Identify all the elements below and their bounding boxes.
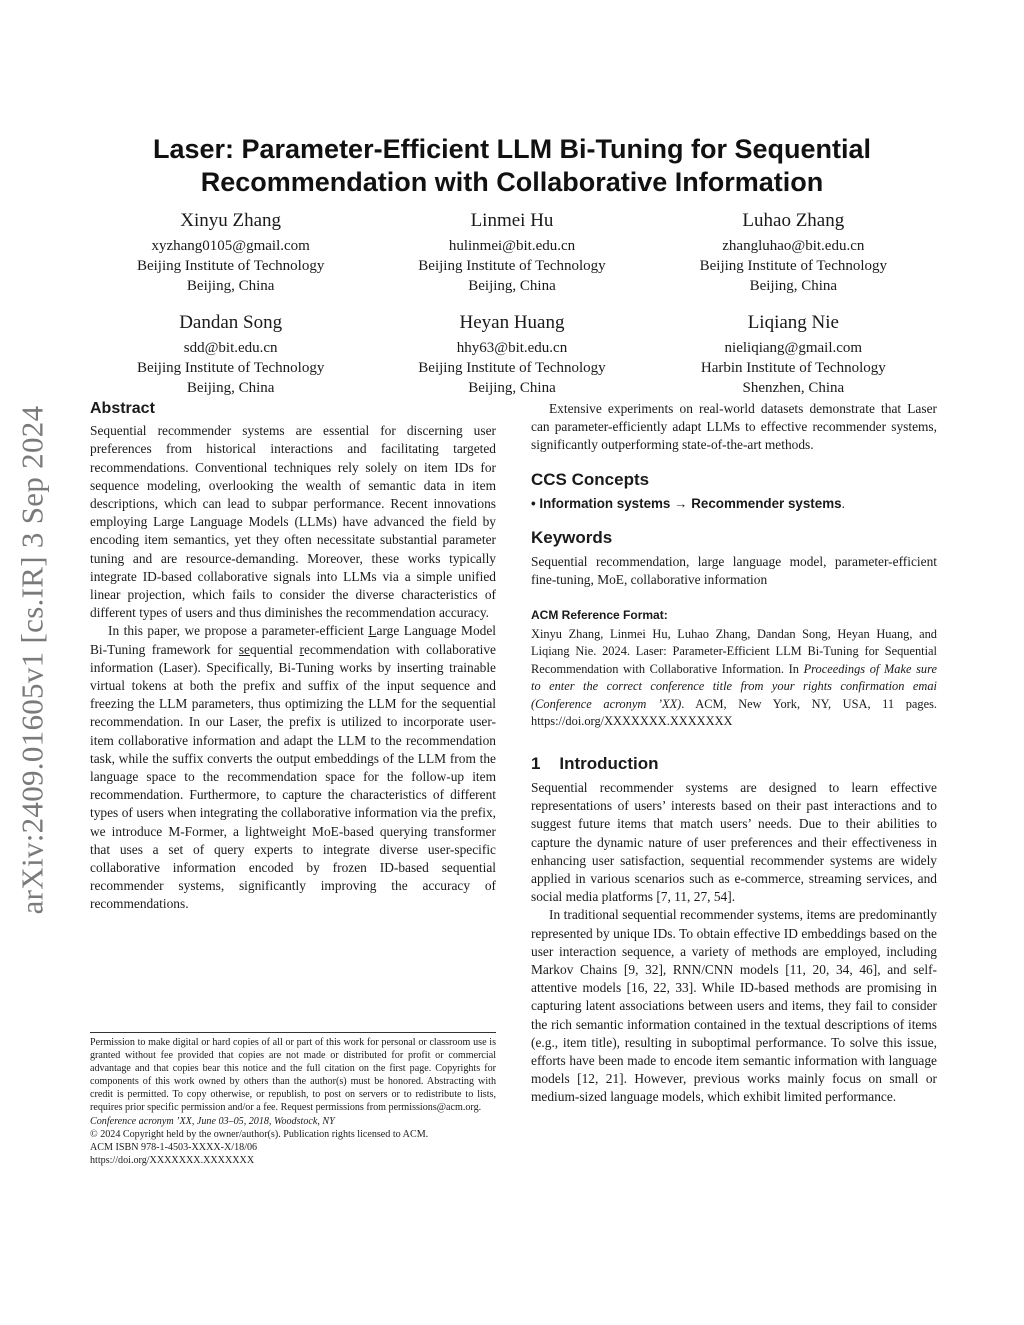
copyright-line: © 2024 Copyright held by the owner/author(s). Publication rights licensed to ACM. — [90, 1128, 429, 1140]
author-block — [90, 208, 934, 398]
author-email: hulinmei@bit.edu.cn — [448, 238, 576, 254]
acm-ref-text-a: Xinyu Zhang, Linmei Hu, Luhao Zhang, Dandan Song, Heyan Huang, and Liqiang Nie. 2024. Laser: Parameter-Efficient LLM Bi-Tuning for Sequential Recommendation with Collaborative Information. In — [531, 626, 937, 676]
introduction-heading: 1 Introduction — [531, 753, 659, 773]
author-name: Luhao Zhang — [742, 210, 845, 231]
author-location: Shenzhen, China — [742, 380, 845, 396]
ccs-concepts — [531, 495, 937, 513]
author-email: xyzhang0105@gmail.com — [151, 238, 310, 254]
abstract-heading: Abstract — [90, 400, 155, 417]
title-line-1: Laser: Parameter-Efficient LLM Bi-Tuning for Sequential — [152, 134, 872, 164]
left-column — [90, 400, 496, 914]
abstract-p2-text-a: In this paper, we propose a parameter-efficient — [108, 623, 369, 639]
title-line-2: Recommendation with Collaborative Information — [200, 167, 824, 197]
intro-paragraph-2: In traditional sequential recommender systems, items are predominantly represented by unique IDs. To obtain effective ID embeddings based on the user interaction sequence, a variety of methods are employed, including Markov Chains [9, 32], RNN/CNN models [11, 20, 34, 46], and self-attentive models [16, 22, 33]. While ID-based methods are promising in capturing latent associations between users and items, they fail to consider the rich semantic information contained in the textual descriptions of items (e.g., item title), resulting in suboptimal performance. To solve this issue, efforts have been made to encode item semantic information with language models [12, 21]. However, previous works mainly focus on small or medium-sized language models, which exhibit limited performance. — [531, 907, 937, 1105]
right-column — [531, 400, 937, 1107]
doi-line: https://doi.org/XXXXXXX.XXXXXXX — [90, 1154, 255, 1166]
author-email: nieliqiang@gmail.com — [724, 340, 863, 356]
author-name: Heyan Huang — [459, 312, 565, 333]
author-card — [90, 208, 371, 296]
acm-ref-text-b: . ACM, New York, NY, USA, 11 pages. https://doi.org/XXXXXXX.XXXXXXX — [531, 696, 938, 729]
author-affiliation: Beijing Institute of Technology — [699, 258, 888, 274]
abstract-p2-text-c: quential — [250, 641, 300, 657]
author-email: sdd@bit.edu.cn — [183, 340, 278, 356]
abstract-p2-underline-1: L — [368, 623, 377, 639]
abstract-paragraph-3: Extensive experiments on real-world datasets demonstrate that Laser can parameter-efficiently adapt LLMs to effective recommender systems, significantly outperforming state-of-the-art methods. — [531, 401, 937, 453]
abstract-p2-text-d: ecommendation with collaborative information (Laser). Specifically, Bi-Tuning works by inserting trainable virtual tokens at both the prefix and suffix of the input sequence and freezing the LLM parameters, thus optimizing the LLM for the sequential recommendation. In our Laser, the prefix is utilized to incorporate user-item collaborative information and adapt the LLM to the recommendation task, while the suffix converts the output embeddings of the LLM from the language space to the recommendation space for the follow-up item recommendation. Furthermore, to capture the characteristics of different types of users when integrating the collaborative information via the prefix, we introduce M-Former, a lightweight MoE-based querying transformer that uses a set of query experts to integrate diverse user-specific collaborative information encoded by frozen ID-based sequential recommender systems, significantly improving the accuracy of recommendations. — [90, 641, 497, 912]
acm-reference-text — [531, 626, 937, 731]
author-affiliation: Beijing Institute of Technology — [136, 258, 325, 274]
ccs-heading: CCS Concepts — [531, 469, 650, 489]
acm-ref-proceedings: Proceedings of Make sure to enter the correct conference title from your rights confirmation emai (Conference acronym ’XX) — [531, 661, 937, 711]
acm-reference-heading: ACM Reference Format: — [531, 607, 668, 622]
keywords-heading: Keywords — [531, 528, 613, 548]
author-email: zhangluhao@bit.edu.cn — [722, 238, 865, 254]
isbn-line: ACM ISBN 978-1-4503-XXXX-X/18/06 — [90, 1141, 258, 1153]
author-name: Linmei Hu — [470, 210, 554, 231]
author-affiliation: Beijing Institute of Technology — [136, 360, 325, 376]
author-card — [653, 310, 934, 398]
intro-paragraph-1: Sequential recommender systems are designed to learn effective representations of users’ interests based on their past interactions and to suggest future items that match users’ needs. Due to their abilities to capture the dynamic nature of user preferences and their effectiveness in enhancing user satisfaction, sequential recommender systems are widely applied in various scenarios such as e-commerce, streaming services, and social media platforms [7, 11, 27, 54]. — [531, 780, 937, 905]
abstract-p2-underline-2: se — [238, 641, 250, 657]
author-affiliation: Beijing Institute of Technology — [418, 258, 606, 274]
abstract-p2-text-b: arge Language Model Bi-Tuning framework for — [90, 623, 496, 657]
author-affiliation: Harbin Institute of Technology — [700, 360, 886, 376]
author-location: Beijing, China — [186, 278, 275, 294]
arxiv-stamp — [6, 380, 58, 940]
author-name: Liqiang Nie — [747, 312, 839, 333]
author-name: Dandan Song — [179, 312, 283, 333]
keywords-text: Sequential recommendation, large language model, parameter-efficient fine-tuning, MoE, collaborative information — [531, 554, 937, 588]
permission-text: Permission to make digital or hard copies of all or part of this work for personal or classroom use is granted without fee provided that copies are not made or distributed for profit or commercial advantage and that copies bear this notice and the full citation on the first page. Copyrights for components of this work owned by others than the author(s) must be honored. Abstracting with credit is permitted. To copy otherwise, or republish, to post on servers or to redistribute to lists, requires prior specific permission and/or a fee. Request permissions from permissions@acm.org. — [90, 1037, 496, 1114]
abstract-paragraph-2 — [90, 622, 496, 913]
abstract-p2-underline-3: r — [299, 641, 304, 657]
permission-footnote — [90, 1032, 496, 1167]
conference-line: Conference acronym ’XX, June 03–05, 2018, Woodstock, NY — [90, 1115, 335, 1127]
author-card — [653, 208, 934, 296]
author-location: Beijing, China — [468, 278, 556, 294]
author-location: Beijing, China — [749, 278, 838, 294]
author-card — [371, 208, 652, 296]
author-email: hhy63@bit.edu.cn — [456, 340, 568, 356]
ccs-concept-text: • Information systems → Recommender systems — [531, 495, 842, 511]
author-card — [371, 310, 652, 398]
author-location: Beijing, China — [186, 380, 275, 396]
author-location: Beijing, China — [468, 380, 556, 396]
author-affiliation: Beijing Institute of Technology — [418, 360, 606, 376]
ccs-period: . — [841, 495, 845, 511]
abstract-paragraph-1: Sequential recommender systems are essential for discerning user preferences from historical interactions and facilitating targeted recommendations. Conventional techniques rely solely on item IDs for sequence modeling, overlooking the wealth of semantic data in item descriptions, which can lead to subpar performance. Recent innovations employing Large Language Models (LLMs) have advanced the field by encoding item semantics, yet they often necessitate substantial parameter tuning and are resource-demanding. Moreover, these works typically integrate ID-based collaborative signals into LLMs via a simple unified linear projection, which fails to consider the diverse characteristics of different types of users and thus diminishes the recommendation accuracy. — [90, 423, 496, 621]
author-card — [90, 310, 371, 398]
paper-title — [90, 133, 934, 199]
arxiv-id-text: arXiv:2409.01605v1 [cs.IR] 3 Sep 2024 — [14, 405, 50, 915]
author-name: Xinyu Zhang — [180, 210, 282, 231]
